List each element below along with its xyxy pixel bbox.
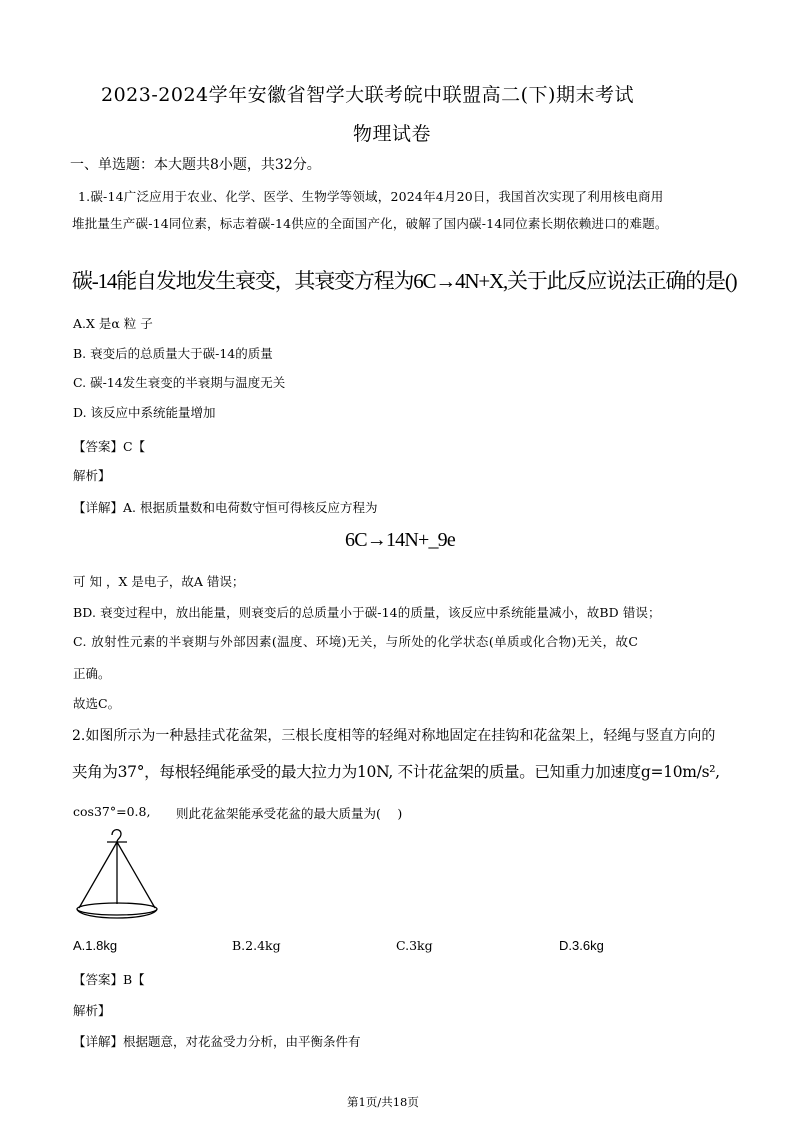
- q1-equation: 6C→14N+_9e: [345, 529, 455, 551]
- q2-option-d: D.3.6kg: [559, 938, 604, 953]
- q2-stem-line2: 夹角为37°，每根轻绳能承受的最大拉力为10N, 不计花盆架的质量。已知重力加速度g=10m/s²,: [72, 763, 720, 781]
- q2-detail: 【详解】根据题意，对花盆受力分析，由平衡条件有: [73, 1034, 361, 1049]
- hook-shape: [112, 830, 121, 842]
- exam-subtitle: 物理试卷: [353, 123, 432, 145]
- q2-option-b: B.2.4kg: [232, 938, 281, 953]
- section-heading: 一、单选题：本大题共8小题，共32分。: [70, 157, 321, 173]
- q2-option-a: A.1.8kg: [73, 938, 118, 953]
- hanging-flowerpot-figure: [74, 826, 160, 924]
- exam-title: 2023-2024学年安徽省智学大联考皖中联盟高二(下)期末考试: [101, 84, 634, 106]
- q1-option-a: A.X 是α 粒 子: [73, 316, 153, 331]
- q1-detail: 【详解】A. 根据质量数和电荷数守恒可得核反应方程为: [73, 500, 378, 515]
- q1-option-c: C. 碳-14发生衰变的半衰期与温度无关: [73, 375, 286, 390]
- basin-rim: [77, 903, 157, 915]
- q1-explanation-4: 正确。: [73, 666, 111, 681]
- q2-answer: 【答案】B【: [73, 972, 145, 987]
- q2-option-c: C.3kg: [396, 938, 433, 953]
- q2-stem-line3b: 则此花盆架能承受花盆的最大质量为( ): [176, 806, 403, 821]
- q2-stem-line3a: cos37°=0.8,: [73, 804, 151, 819]
- rope-right: [117, 842, 155, 908]
- q1-explanation-1: 可 知 ，X 是电子，故A 错误；: [73, 574, 245, 589]
- q1-analysis: 解析】: [73, 468, 111, 483]
- q2-stem-line1: 2.如图所示为一种悬挂式花盆架，三根长度相等的轻绳对称地固定在挂钩和花盆架上，轻绳与竖直方向的: [72, 728, 716, 744]
- q1-stem-line2: 堆批量生产碳-14同位素，标志着碳-14供应的全面国产化，破解了国内碳-14同位素长期依赖进口的难题。: [72, 216, 668, 231]
- q1-conclusion: 故选C。: [73, 696, 121, 711]
- q1-explanation-3: C. 放射性元素的半衰期与外部因素(温度、环境)无关，与所处的化学状态(单质或化合物)无关，故C: [73, 634, 639, 649]
- q1-answer: 【答案】C【: [73, 439, 146, 454]
- q1-stem-line1: 1.碳-14广泛应用于农业、化学、医学、生物学等领域，2024年4月20日，我国首次实现了利用核电商用: [78, 189, 664, 204]
- q1-option-b: B. 衰变后的总质量大于碳-14的质量: [73, 346, 273, 361]
- q1-stem-big: 碳-14能自发地发生衰变，其衰变方程为6C→4N+X,关于此反应说法正确的是(): [72, 269, 737, 293]
- q2-analysis: 解析】: [73, 1003, 111, 1018]
- q1-explanation-2: BD. 衰变过程中，放出能量，则衰变后的总质量小于碳-14的质量，该反应中系统能量减小，故BD 错误；: [73, 605, 661, 620]
- page-footer: 第1页/共18页: [347, 1095, 419, 1109]
- rope-left: [79, 842, 117, 908]
- q1-option-d: D. 该反应中系统能量增加: [73, 405, 216, 420]
